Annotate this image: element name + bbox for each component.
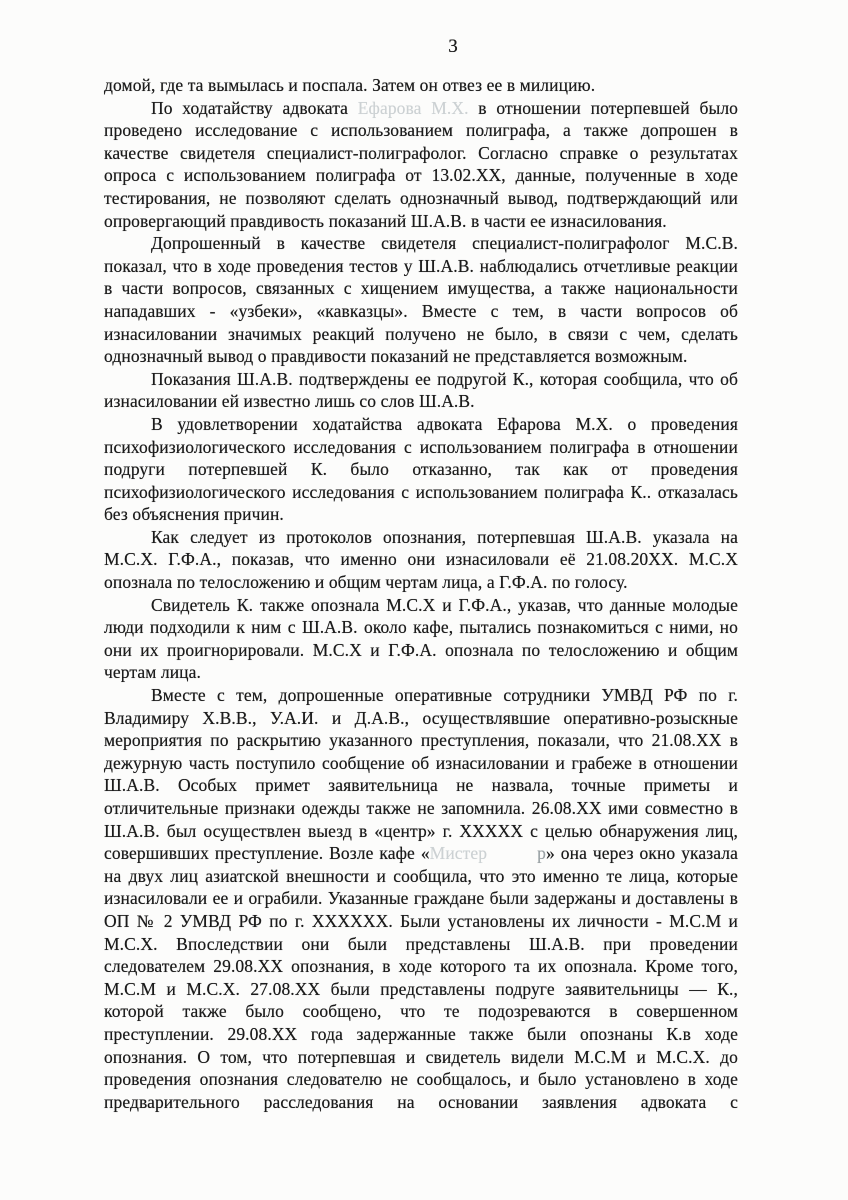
paragraph: [104, 526, 738, 594]
document-body: [104, 74, 738, 1113]
text-run: » она через окно указала на двух лиц азиатской внешности и сообщила, что это именно те лица, которые изнасиловали ее и ограбили. Указанные граждане были задержаны и доставлены в ОП № 2 УМВД РФ по г. ХХХХХХ. Были установлены их личности - М.С.М и М.С.Х. Впоследствии они были представлены Ш.А.В. при проведении следователем 29.08.ХХ опознания, в ходе которого та их опознала. Кроме того, М.С.М и М.С.Х. 27.08.ХХ были представлены подруге заявительницы — К., которой также было сообщено, что те подозреваются в совершенном преступлении. 29.08.ХХ года задержанные также были опознаны К.в ходе опознания. О том, что потерпевшая и свидетель видели М.С.М и М.С.Х. до проведения опознания следователю не сообщалось, и было установлено в ходе предварительного расследования на основании заявления адвоката с: [104, 843, 738, 1112]
paragraph: [104, 368, 738, 413]
page-number: [104, 36, 738, 58]
text-run: Как следует из протоколов опознания, потерпевшая Ш.А.В. указала на М.С.Х. Г.Ф.А., показав, что именно они изнасиловали её 21.08.20ХХ. М.С.Х опознала по телосложению и общим чертам лица, а Г.Ф.А. по голосу.: [104, 526, 738, 593]
text-run: По ходатайству адвоката: [151, 97, 358, 118]
text-run: Показания Ш.А.В. подтверждены ее подругой К., которая сообщила, что об изнасиловании ей известно лишь со слов Ш.А.В.: [104, 368, 738, 412]
semi-faded-letter: р: [537, 843, 546, 864]
paragraph: [104, 413, 738, 526]
text-run: домой, где та вымылась и поспала. Затем он отвез ее в милицию.: [104, 75, 596, 95]
page-number-value: 3: [448, 36, 458, 57]
paragraph: [104, 594, 738, 684]
redacted-cafe-name: Мистер: [429, 843, 488, 864]
text-run: в отношении потерпевшей было проведено исследование с использованием полиграфа, а также допрошен в качестве свидетеля специалист-полиграфолог. Согласно справке о результатах опроса с использованием полиграфа от 13.02.ХХ, данные, полученные в ходе тестирования, не позволяют сделать однозначный вывод, подтверждающий или опровергающий правдивость показаний Ш.А.В. в части ее изнасилования.: [104, 97, 739, 231]
text-run: Вместе с тем, допрошенные оперативные сотрудники УМВД РФ по г. Владимиру Х.В.В., У.А.И. и Д.А.В., осуществлявшие оперативно-розыскные мероприятия по раскрытию указанного преступления, показали, что 21.08.ХХ в дежурную часть поступило сообщение об изнасиловании и грабеже в отношении Ш.А.В. Особых примет заявительница не назвала, точные приметы и отличительные признаки одежды также не запомнила. 26.08.ХХ ими совместно в Ш.А.В. был осуществлен выезд в «центр» г. ХХХХХ с целью обнаружения лиц, совершивших преступление. Возле кафе «: [104, 685, 738, 864]
redacted-name: Ефарова М.Х.: [357, 97, 469, 118]
text-run: Допрошенный в качестве свидетеля специалист-полиграфолог М.С.В. показал, что в ходе проведения тестов у Ш.А.В. наблюдались отчетливые реакции в части вопросов, связанных с хищением имущества, а также национальности нападавших - «узбеки», «кавказцы». Вместе с тем, в части вопросов об изнасиловании значимых реакций получено не было, в связи с чем, сделать однозначный вывод о правдивости показаний не представляется возможным.: [104, 233, 738, 367]
text-run: Свидетель К. также опознала М.С.Х и Г.Ф.А., указав, что данные молодые люди подходили к ним с Ш.А.В. около кафе, пытались познакомиться с ними, но они их проигнорировали. М.С.Х и Г.Ф.А. опознала по телосложению и общим чертам лица.: [104, 594, 738, 683]
paragraph: [104, 74, 738, 97]
paragraph: [104, 97, 738, 233]
text-run: В удовлетворении ходатайства адвоката Ефарова М.Х. о проведения психофизиологического исследования с использованием полиграфа в отношении подруги потерпевшей К. было отказанно, так как от проведения психофизиологического исследования с использованием полиграфа К.. отказалась без объяснения причин.: [104, 413, 738, 525]
paragraph: [104, 684, 738, 1113]
paragraph: [104, 232, 738, 368]
